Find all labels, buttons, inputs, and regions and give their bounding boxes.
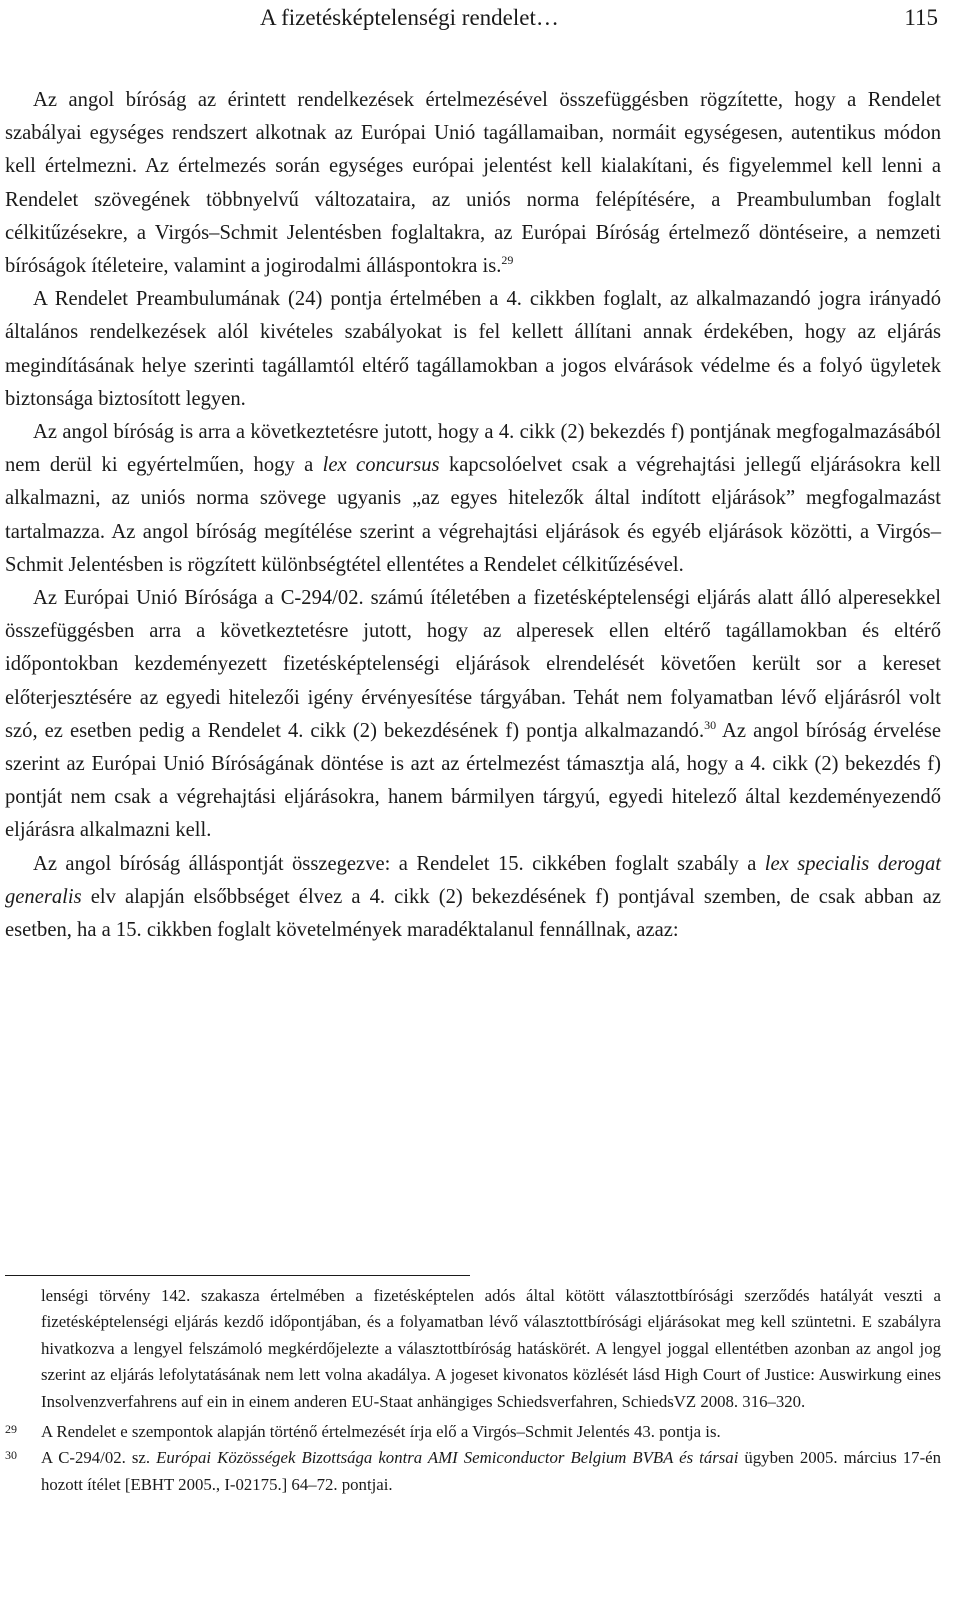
paragraph-5 bbox=[5, 848, 941, 948]
paragraph-3-text-a: Az angol bíróság is arra a következtetésre jutott, hogy a 4. cikk (2) bekezdés f) pontjának megfogalmazásából nem derül ki egyértelműen, hogy a bbox=[5, 421, 941, 477]
paragraph-3-italic: lex concursus bbox=[322, 454, 440, 477]
footnote-continued-text: lenségi törvény 142. szakasza értelmében a fizetésképtelen adós által kötött választottbírósági szerződés hatályát veszti a fizetésképtelenségi eljárás kezdő időpontjában, és a folyamatban lévő választottbírósági eljárásokat meg kell szüntetni. E szabályra hivatkozva a lengyel felszámoló megkérdőjelezte a választottbíróság hatáskörét. A lengyel joggal ellentétben azonban az angol jog szerint az eljárás lefolytatásának nem lett volna akadálya. A jogeset kivonatos közlését lásd High Court of Justice: Auswirkung eines Insolvenzverfahrens auf ein in einem anderen EU-Staat anhängiges Schiedsverfahren, SchiedsVZ 2008. 316–320. bbox=[41, 1286, 941, 1411]
page-number: 115 bbox=[904, 5, 938, 30]
paragraph-1-text: Az angol bíróság az érintett rendelkezések értelmezésével összefüggésben rögzítette, hogy a Rendelet szabályai egységes rendszert alkotnak az Európai Unió tagállamaiban, normáit egységesen, autentikus módon kell értelmezni. Az értelmezés során egységes európai jelentést kell kialakítani, és figyelemmel kell lenni a Rendelet szövegének többnyelvű változataira, az uniós norma felépítésére, a Preambulumban foglalt célkitűzésekre, a Virgós–Schmit Jelentésben foglaltakra, az Európai Bíróság értelmező döntéseire, a nemzeti bíróságok ítéleteire, valamint a jogirodalmi álláspontokra is. bbox=[5, 89, 941, 278]
paragraph-3 bbox=[5, 416, 941, 582]
footnote-30-number: 30 bbox=[5, 1448, 17, 1463]
paragraph-4-text-b: Az angol bíróság érvelése szerint az Európai Unió Bíróságának döntése is azt az értelmezést támasztja alá, hogy a 4. cikk (2) bekezdés f) pontját nem csak a végrehajtási eljárásokra, hanem bármilyen tárgyú, egyedi hitelező által kezdeményezendő eljárásra alkalmazni kell. bbox=[5, 719, 941, 842]
paragraph-3-text-b: kapcsolóelvet csak a végrehajtási jellegű eljárásokra kell alkalmazni, az uniós norma szövege ugyanis „az egyes hitelezők által indított eljárások” megfogalmazást tartalmazza. Az angol bíróság megítélése szerint a végrehajtási eljárások és egyéb eljárások közötti, a Virgós–Schmit Jelentésben is rögzített különbségtétel ellentétes a Rendelet célkitűzésével. bbox=[5, 454, 941, 576]
paragraph-1 bbox=[5, 84, 941, 283]
footnote-continued bbox=[5, 1283, 941, 1415]
main-text bbox=[5, 84, 941, 947]
footnote-ref-30[interactable]: 30 bbox=[704, 718, 717, 732]
footnote-separator bbox=[5, 1275, 470, 1276]
paragraph-4 bbox=[5, 582, 941, 848]
footnotes bbox=[5, 1283, 941, 1498]
paragraph-2: A Rendelet Preambulumának (24) pontja értelmében a 4. cikkben foglalt, az alkalmazandó jogra irányadó általános rendelkezések alól kivételes szabályokat is fel kellett állítani annak érdekében, hogy az eljárás megindításának helye szerinti tagállamtól eltérő tagállamokban a jogos elvárások védelme és a folyó ügyletek biztonsága biztosított legyen. bbox=[5, 288, 941, 410]
running-header bbox=[34, 2, 938, 34]
footnote-ref-29[interactable]: 29 bbox=[501, 253, 514, 268]
footnote-30-text-a: A C-294/02. sz. bbox=[41, 1448, 157, 1468]
footnote-29-number: 29 bbox=[5, 1422, 17, 1437]
footnote-30-text-b: ügyben 2005. március 17-én hozott ítélet [EBHT 2005., I-02175.] 64–72. pontjai. bbox=[41, 1448, 942, 1494]
paragraph-5-italic: lex specialis derogat generalis bbox=[5, 852, 941, 908]
paragraph-5-text-b: elv alapján elsőbbséget élvez a 4. cikk (2) bekezdésének f) pontjával szemben, de csak abban az esetben, ha a 15. cikkben foglalt követelmények maradéktalanul fennállnak, azaz: bbox=[5, 885, 941, 942]
footnote-30 bbox=[5, 1445, 941, 1498]
footnote-29 bbox=[5, 1419, 941, 1445]
paragraph-4-text-a: Az Európai Unió Bírósága a C-294/02. számú ítéletében a fizetésképtelenségi eljárás alatt álló alperesekkel összefüggésben arra a következtetésre jutott, hogy az alperesek ellen eltérő tagállamokban és eltérő időpontokban kezdeményezett fizetésképtelenségi eljárások elrendelését követően került sor a kereset előterjesztésére az egyedi hitelezői igény érvényesítése tárgyában. Tehát nem folyamatban lévő eljárásról volt szó, ez esetben pedig a Rendelet 4. cikk (2) bekezdésének f) pontja alkalmazandó. bbox=[5, 587, 941, 742]
footnote-30-italic: Európai Közösségek Bizottsága kontra AMI Semiconductor Belgium BVBA és társai bbox=[156, 1448, 739, 1468]
footnote-29-text: A Rendelet e szempontok alapján történő értelmezését írja elő a Virgós–Schmit Jelentés 43. pontja is. bbox=[41, 1422, 721, 1442]
running-title: A fizetésképtelenségi rendelet… bbox=[260, 5, 559, 30]
paragraph-5-text-a: Az angol bíróság álláspontját összegezve: a Rendelet 15. cikkében foglalt szabály a bbox=[33, 852, 765, 875]
